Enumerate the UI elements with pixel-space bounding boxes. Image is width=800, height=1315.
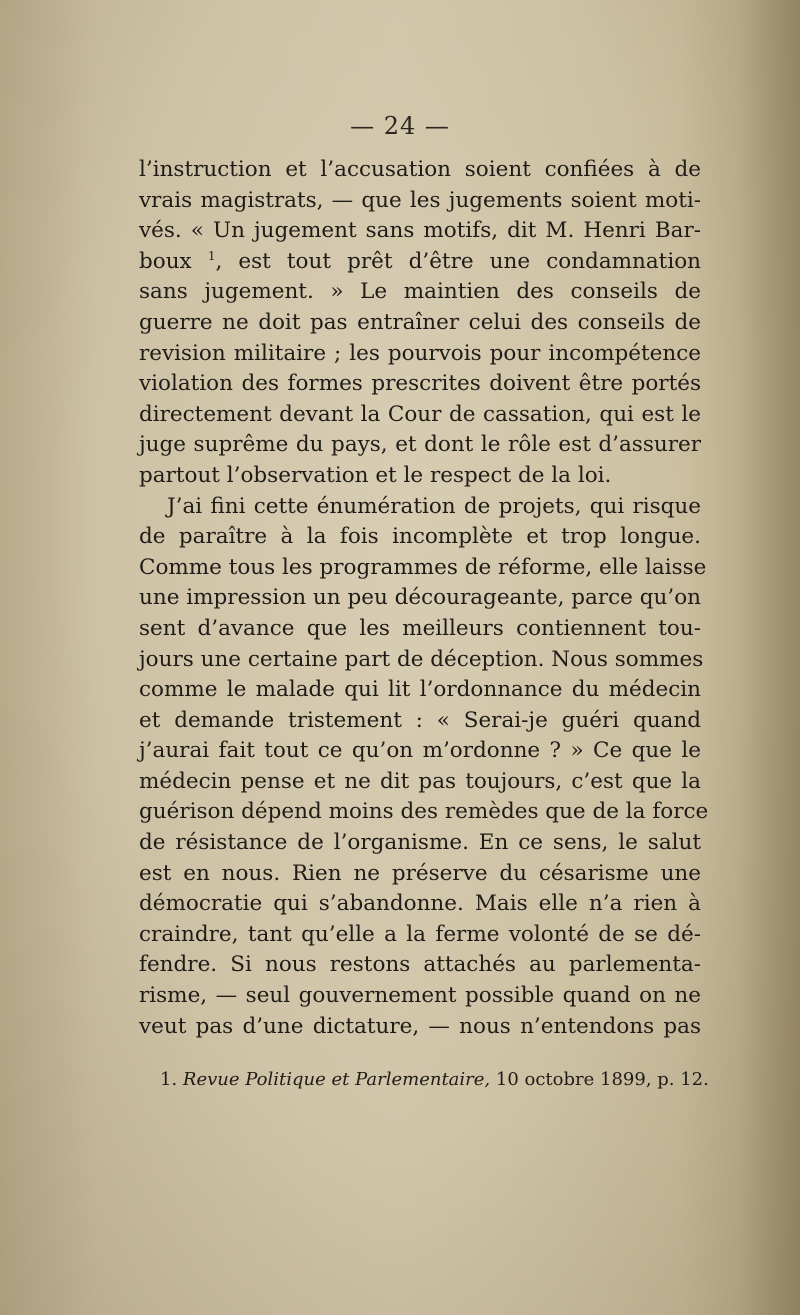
text-line: craindre, tant qu’elle a la ferme volonté de se dé- — [139, 921, 701, 947]
text-line: guerre ne doit pas entraîner celui des conseils de — [139, 309, 701, 335]
text-fragment: , est tout prêt d’être une condamnation — [215, 248, 701, 274]
text-line: vrais magistrats, — que les jugements soient moti- — [139, 187, 701, 213]
text-line: veut pas d’une dictature, — nous n’entendons pas — [139, 1013, 701, 1039]
text-line: de paraître à la fois incomplète et trop longue. — [139, 524, 701, 550]
text-line: démocratie qui s’abandonne. Mais elle n’a rien à — [139, 891, 701, 917]
body-text — [139, 155, 709, 1042]
text-line-with-note — [139, 247, 701, 278]
text-fragment: boux — [139, 248, 192, 274]
text-line: et demande tristement : « Serai-je guéri quand — [139, 707, 701, 733]
text-line: jours une certaine part de déception. Nous sommes — [139, 646, 704, 672]
text-line: risme, — seul gouvernement possible quand on ne — [139, 983, 701, 1009]
text-line: vés. « Un jugement sans motifs, dit M. Henri Bar- — [139, 218, 701, 244]
text-line: juge suprême du pays, et dont le rôle est d’assurer — [139, 432, 701, 458]
text-line: l’instruction et l’accusation soient confiées à de — [139, 157, 701, 182]
text-line: revision militaire ; les pourvois pour incompétence — [139, 340, 701, 366]
footnote-number: 1. — [160, 1069, 178, 1090]
text-line: est en nous. Rien ne préserve du césarisme une — [139, 860, 701, 886]
text-line: partout l’observation et le respect de la loi. — [139, 462, 612, 488]
text-line: violation des formes prescrites doivent être portés — [139, 371, 701, 397]
text-line: sans jugement. » Le maintien des conseils de — [139, 279, 701, 305]
footnote-details: 10 octobre 1899, p. 12. — [495, 1069, 709, 1090]
text-line: une impression un peu décourageante, parce qu’on — [139, 585, 701, 611]
text-line: fendre. Si nous restons attachés au parlementa- — [139, 952, 701, 978]
text-line: comme le malade qui lit l’ordonnance du médecin — [139, 677, 701, 703]
text-line: guérison dépend moins des remèdes que de la force — [139, 799, 709, 825]
page-number: — 24 — — [350, 112, 450, 140]
text-line: directement devant la Cour de cassation, qui est le — [139, 401, 701, 427]
footnote-title: Revue Politique et Parlementaire, — [182, 1069, 491, 1090]
text-line: Comme tous les programmes de réforme, elle laisse — [139, 554, 707, 580]
text-line: j’aurai fait tout ce qu’on m’ordonne ? » Ce que le — [139, 738, 701, 764]
text-line: de résistance de l’organisme. En ce sens, le salut — [139, 830, 701, 856]
text-line: J’ai fini cette énumération de projets, qui risque — [167, 493, 701, 519]
text-line: sent d’avance que les meilleurs contiennent tou- — [139, 615, 701, 641]
text-line: médecin pense et ne dit pas toujours, c’est que la — [139, 768, 701, 794]
footnote — [160, 1069, 709, 1090]
footnote-marker: 1 — [207, 248, 216, 263]
